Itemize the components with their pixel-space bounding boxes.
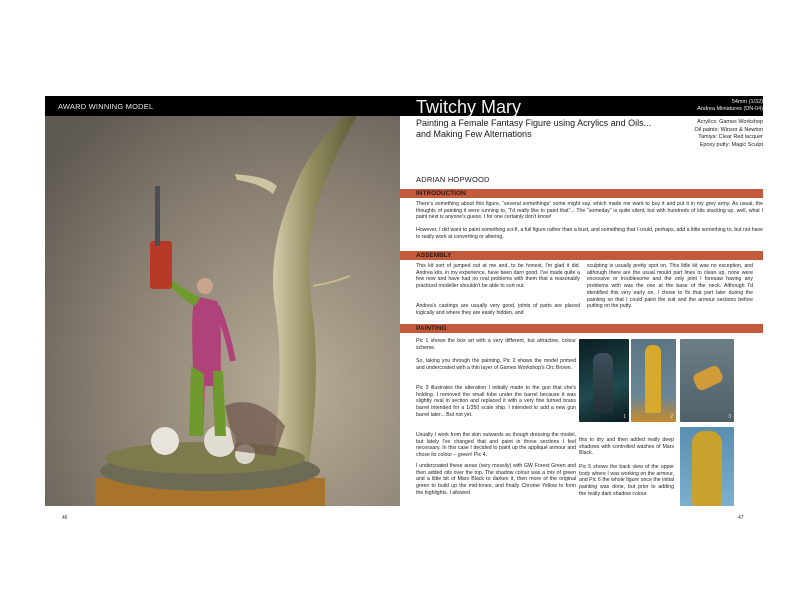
gun-icon [692, 364, 725, 392]
pic-number: 2 [670, 414, 673, 420]
kit-specs [697, 99, 763, 113]
material-item: Tamiya: Clear Red lacquer [698, 134, 763, 140]
intro-paragraph-1: There's something about this figure, “several somethings” some might say, which made me want to buy it and put it in my grey army. As usual, the thoughts of painting it were running to, “I'd really like to paint that”... The “someday” is quite silent, but with hundreds of kits stacking up, well, what I paint next is anyone's guess. I for one certainly don't know! [416, 201, 763, 221]
painting-header-bar [400, 324, 763, 333]
painting-col1-p2: So, taking you through the painting, Pic 2 shows the model primed and undercoated with a thin layer of Games Workshop's Orc Brown. [416, 358, 576, 371]
diorama-image-icon [45, 116, 400, 506]
assembly-col1-p2: Andrea's castings are usually very good, joints of parts are placed logically and where they are easily hidden, and [416, 303, 580, 316]
material-item: Epoxy putty: Magic Sculpt [699, 141, 763, 148]
subtitle-line-1: Painting a Female Fantasy Figure using Acrylics and Oils... [416, 118, 652, 128]
figure-silhouette-icon [645, 345, 661, 413]
figure-silhouette-icon [593, 353, 613, 413]
intro-paragraph-2: However, I did want to paint something sci-fi, a full figure rather than a bust, and something that I could, perhaps, add a little something to, but not have to really work at converting or altering. [416, 227, 763, 240]
scale-text: 54mm (1/32) [731, 99, 763, 105]
assembly-header-bar [400, 251, 763, 260]
main-figure-photo [45, 116, 400, 506]
introduction-heading: INTRODUCTION [416, 190, 466, 197]
author-name: ADRIAN HOPWOOD [416, 175, 490, 184]
section-label: AWARD WINNING MODEL [58, 102, 154, 111]
painting-col1-p3: Pic 3 illustrates the alteration I initially made to the gun that she's holding. I removed the small tube under the barrel because it was slightly oval in section and replaced it with a very fine turned brass barrel intended for a 1/350 scale ship. I intended to add a new gun barrel later... But not yet. [416, 385, 576, 418]
page-number-right: 47 [738, 515, 744, 521]
kit-text: Andrea Miniatures (DN-04) [697, 106, 763, 112]
pic-1-box-art [579, 339, 629, 422]
painting-col1-p5: I undercoated these areas (very messily) with GW Forest Green and then added oils over the top. The shadow colour was a mix of green and a little bit of Mars Black to darken it, then more of the original green to build up the mid-tones, and finally Chrome Yellow to form the highlights. I allowed [416, 463, 576, 496]
article-subtitle [416, 118, 676, 140]
assembly-col2-p1: sculpting is usually pretty spot on. This little kit was no exception, and although there are the usual mould part lines to clean up, none were excessive or troublesome and the only joint I foresaw having any problems with was the one at the base of the neck. Although I'd identified this very early on, I chose to fix that part later during the painting so that I could paint the suit and the armour sections before putting on the putty. [587, 263, 753, 310]
pic-3-gun-alteration [680, 339, 734, 422]
pic-2-primed-figure [631, 339, 676, 422]
painting-heading: PAINTING [416, 325, 447, 332]
page-number-left: 46 [62, 515, 68, 521]
subtitle-line-2: and Making Few Alternations [416, 129, 532, 139]
painting-col2-p2: Pic 5 shows the back view of the upper body where I was working on the armour, and Pic 6 the whole figure once the initial painting was done, but prior to adding the really dark shadow colour. [579, 464, 674, 497]
assembly-col1-p1: This kit sort of jumped out at me and, to be honest, I'm glad it did. Andrea kits, in my experience, have been darn good. I've made quite a few now and have had no real problems with them that a reasonably practiced modeller shouldn't be able to sort out. [416, 263, 580, 290]
pic-number: 1 [623, 414, 626, 420]
painting-col1-p1: Pic 1 shows the box art with a very different, but attractive, colour scheme. [416, 338, 576, 351]
material-item: Oil paints: Winsor & Newton [694, 126, 763, 133]
assembly-heading: ASSEMBLY [416, 252, 452, 259]
materials-list [695, 119, 763, 149]
material-item: Acrylics: Games Workshop [697, 119, 763, 125]
article-title: Twitchy Mary [416, 97, 522, 117]
figure-silhouette-icon [692, 431, 722, 506]
painting-col1-p4: Usually I work from the skin outwards as though dressing the model, but lately I've changed that and paint in those sections I feel necessary. In this case I decided to paint up the appliqué armour and chose its colour – green! Pic 4. [416, 432, 576, 459]
painting-col2-p1: this to dry and then added really deep shadows with controlled washes of Mars Black. [579, 437, 674, 457]
pic-4-armour-upper-body [680, 427, 734, 506]
pic-number: 3 [728, 414, 731, 420]
